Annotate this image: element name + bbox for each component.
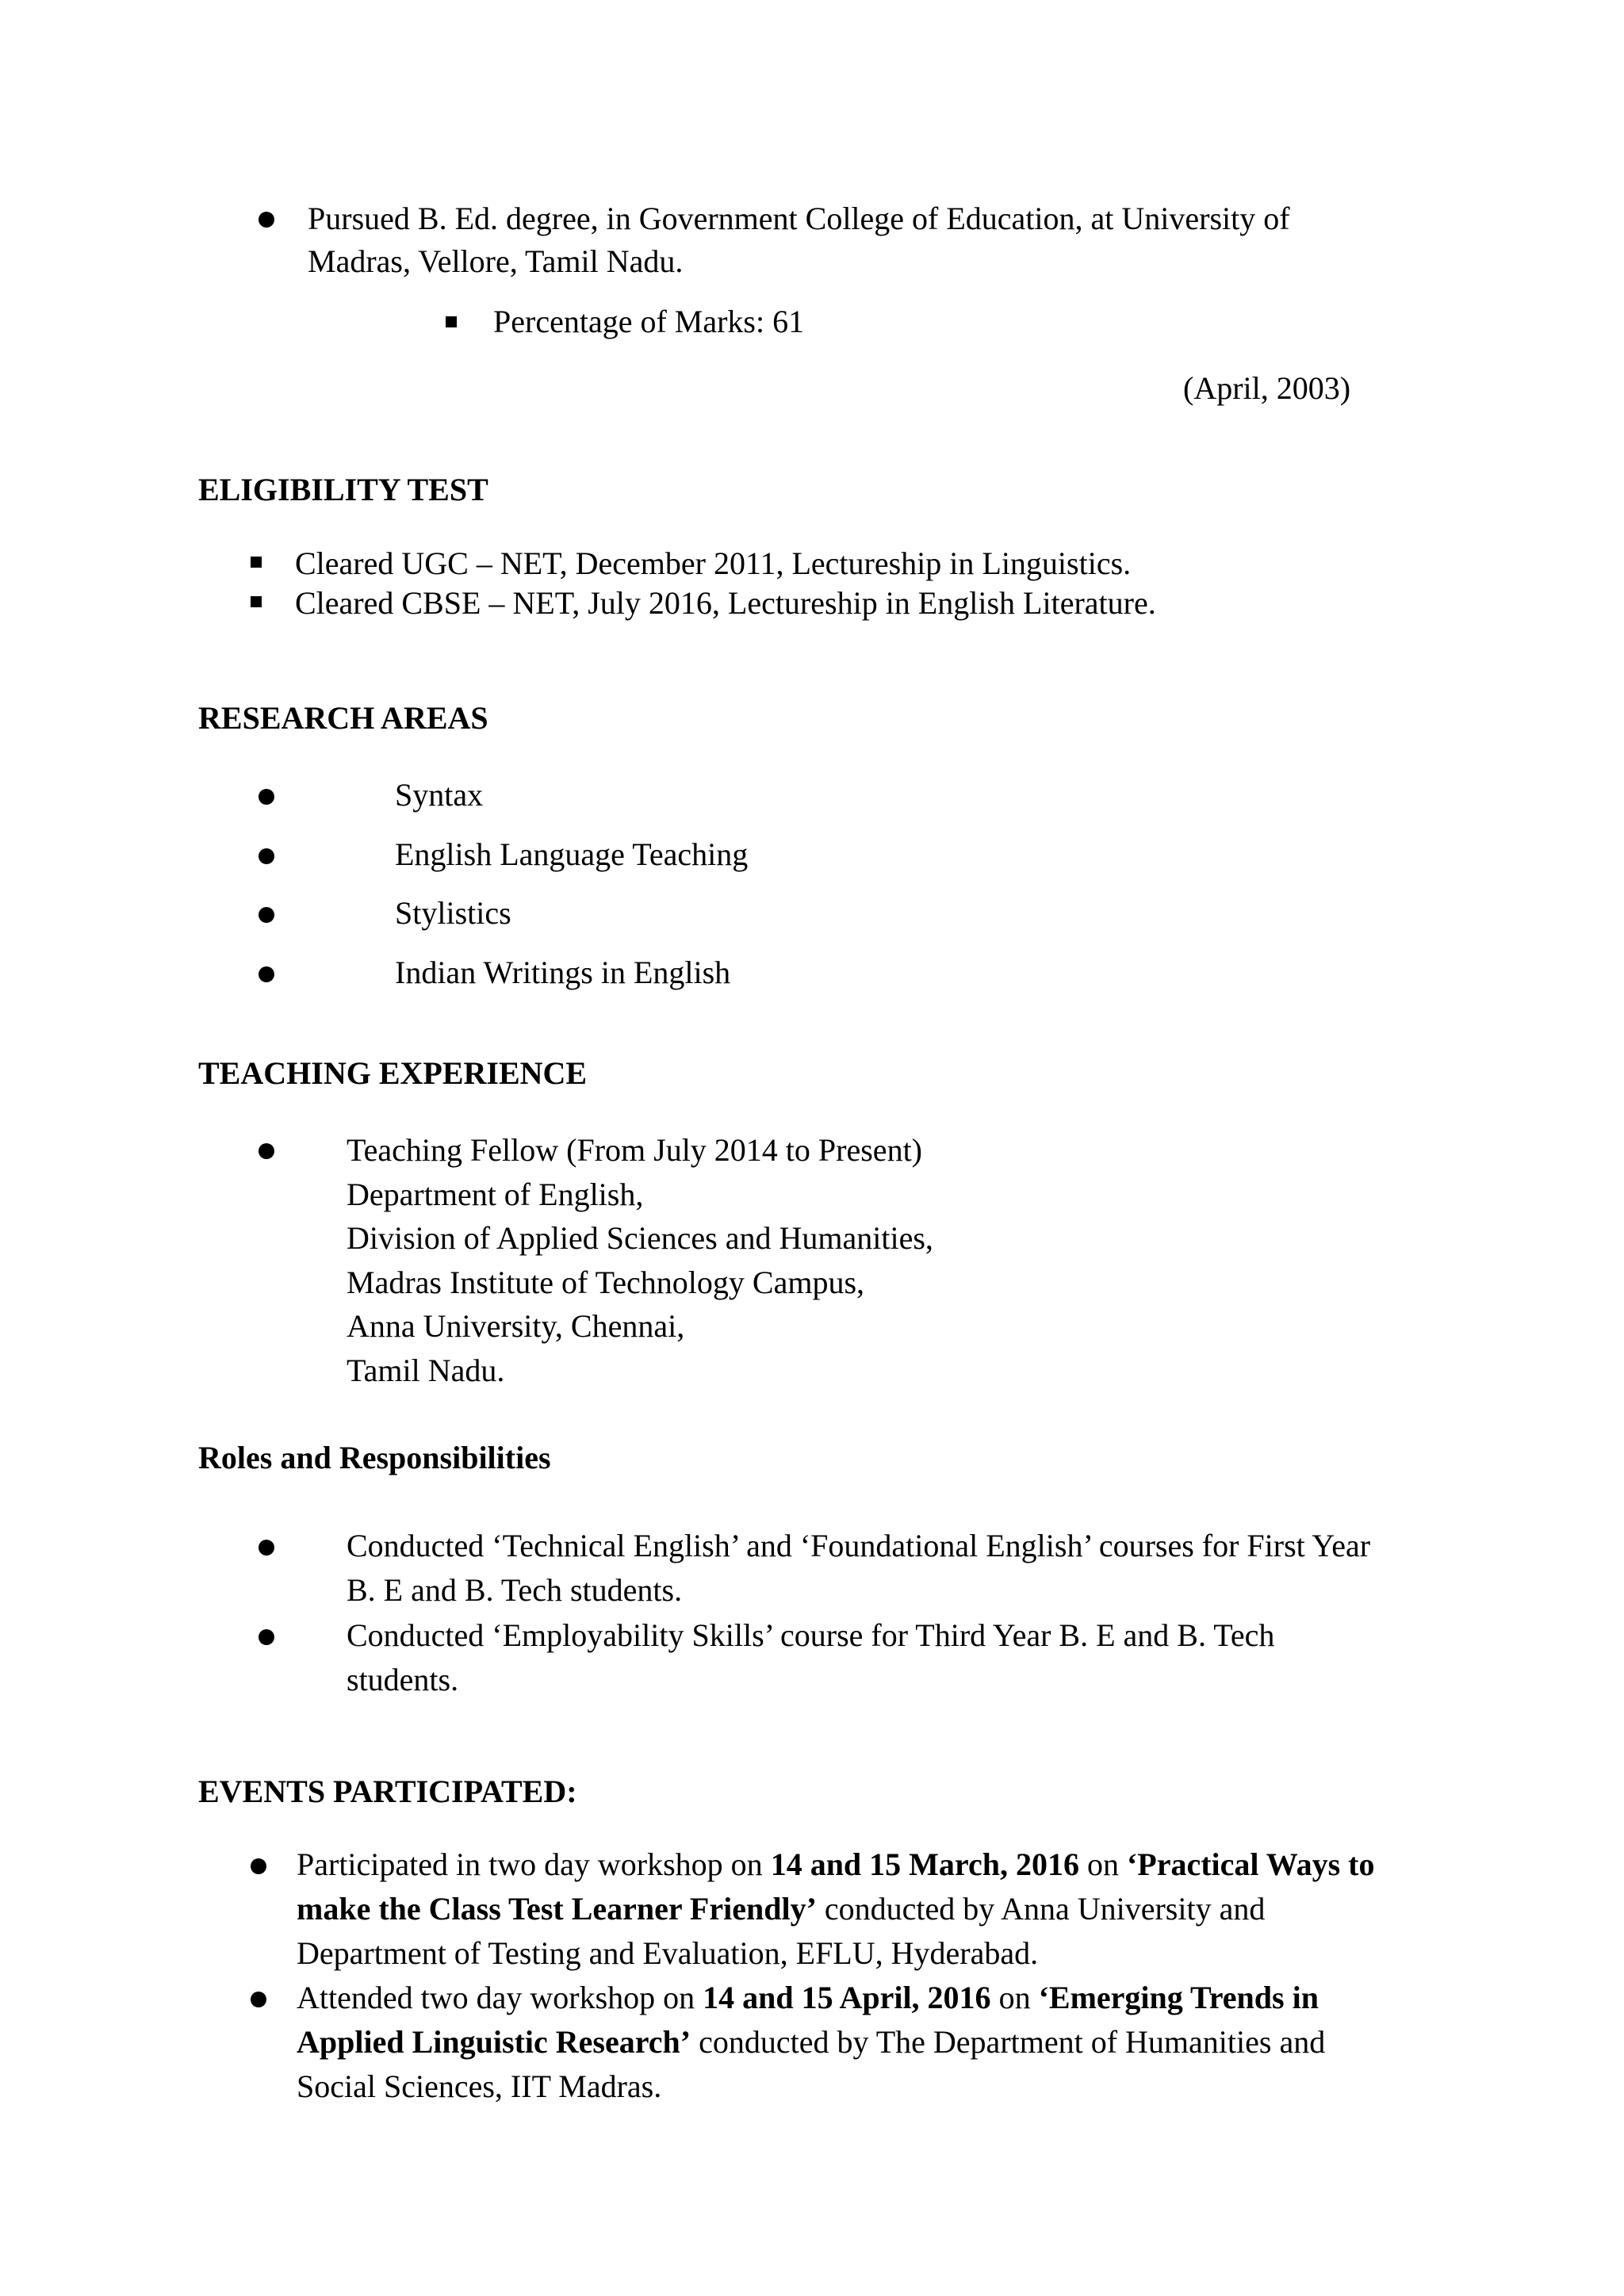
bullet-icon (259, 212, 274, 228)
eligibility-heading: ELIGIBILITY TEST (198, 472, 488, 507)
event-2-date: 14 and 15 April, 2016 (703, 1980, 991, 2015)
roles-heading: Roles and Responsibilities (198, 1440, 551, 1475)
bed-date: (April, 2003) (1183, 370, 1351, 406)
roles-item-2-line-2: students. (347, 1662, 459, 1697)
event-1-date: 14 and 15 March, 2016 (770, 1846, 1079, 1882)
bullet-icon (259, 848, 274, 864)
square-bullet-icon (446, 316, 457, 327)
bullet-icon (251, 1858, 266, 1874)
research-item-elt: English Language Teaching (395, 836, 749, 872)
bed-line-1: Pursued B. Ed. degree, in Government College of Education, at University of (308, 201, 1290, 236)
eligibility-item-2: Cleared CBSE – NET, July 2016, Lectureship in English Literature. (295, 585, 1156, 621)
research-item-indian-writings: Indian Writings in English (395, 955, 731, 990)
roles-item-2-line-1: Conducted ‘Employability Skills’ course for Third Year B. E and B. Tech (347, 1617, 1275, 1653)
research-item-syntax: Syntax (395, 777, 484, 813)
bullet-icon (259, 907, 274, 923)
teaching-line-3: Division of Applied Sciences and Humanities, (347, 1220, 933, 1256)
bullet-icon (251, 1992, 266, 2007)
bullet-icon (259, 1629, 274, 1645)
bed-line-2: Madras, Vellore, Tamil Nadu. (308, 243, 684, 279)
research-item-stylistics: Stylistics (395, 895, 511, 931)
event-1-line-3: Department of Testing and Evaluation, EFLU, Hyderabad. (297, 1935, 1039, 1971)
teaching-line-1: Teaching Fellow (From July 2014 to Present) (347, 1132, 922, 1168)
teaching-line-2: Department of English, (347, 1177, 644, 1212)
teaching-line-6: Tamil Nadu. (347, 1353, 505, 1388)
bullet-icon (259, 1143, 274, 1159)
square-bullet-icon (251, 557, 262, 568)
event-2-line-3: Social Sciences, IIT Madras. (297, 2068, 662, 2104)
event-2-line-1: Attended two day workshop on 14 and 15 April, 2016 on ‘Emerging Trends in (297, 1980, 1319, 2015)
event-1-line-2: make the Class Test Learner Friendly’ conducted by Anna University and (297, 1891, 1266, 1927)
event-1-line-1: Participated in two day workshop on 14 and 15 March, 2016 on ‘Practical Ways to (297, 1846, 1375, 1882)
bullet-icon (259, 1540, 274, 1556)
research-heading: RESEARCH AREAS (198, 700, 488, 736)
teaching-line-4: Madras Institute of Technology Campus, (347, 1265, 865, 1300)
event-2-title-b: Applied Linguistic Research’ (297, 2024, 691, 2060)
roles-item-1-line-1: Conducted ‘Technical English’ and ‘Foundational English’ courses for First Year (347, 1528, 1371, 1563)
events-heading: EVENTS PARTICIPATED: (198, 1774, 577, 1809)
bullet-icon (259, 966, 274, 982)
teaching-line-5: Anna University, Chennai, (347, 1308, 685, 1344)
bullet-icon (259, 789, 274, 805)
square-bullet-icon (251, 596, 262, 607)
event-2-title-a: ‘Emerging Trends in (1038, 1980, 1319, 2015)
event-2-line-2: Applied Linguistic Research’ conducted by The Department of Humanities and (297, 2024, 1326, 2060)
event-1-title-b: make the Class Test Learner Friendly’ (297, 1891, 817, 1927)
teaching-heading: TEACHING EXPERIENCE (198, 1055, 588, 1091)
event-1-title-a: ‘Practical Ways to (1126, 1846, 1375, 1882)
roles-item-1-line-2: B. E and B. Tech students. (347, 1572, 683, 1608)
marks-line: Percentage of Marks: 61 (493, 304, 805, 339)
eligibility-item-1: Cleared UGC – NET, December 2011, Lectureship in Linguistics. (295, 545, 1132, 581)
